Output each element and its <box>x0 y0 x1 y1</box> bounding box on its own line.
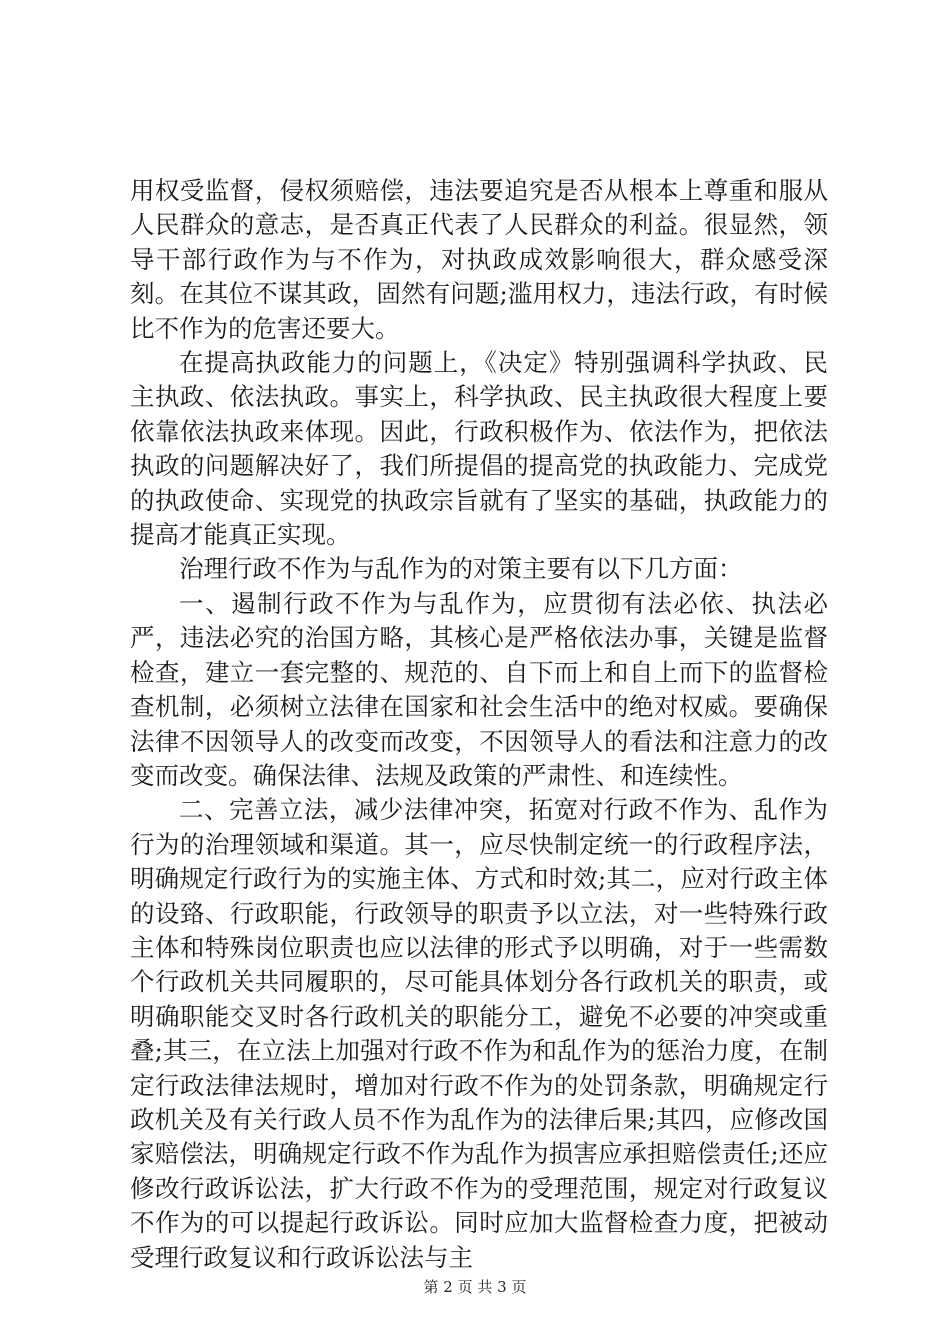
paragraph-1: 用权受监督，侵权须赔偿，违法要追究是否从根本上尊重和服从人民群众的意志，是否真正代表了人民群众的利益。很显然，领导干部行政作为与不作为，对执政成效影响很大，群众感受深刻。在其位不谋其政，固然有问题;滥用权力，违法行政，有时候比不作为的危害还要大。 <box>130 176 828 343</box>
paragraph-2: 在提高执政能力的问题上，《决定》特别强调科学执政、民主执政、依法执政。事实上，科学执政、民主执政很大程度上要依靠依法执政来体现。因此，行政积极作为、依法作为，把依法执政的问题解决好了，我们所提倡的提高党的执政能力、完成党的执政使命、实现党的执政宗旨就有了坚实的基础，执政能力的提高才能真正实现。 <box>130 348 828 550</box>
paragraph-3: 治理行政不作为与乱作为的对策主要有以下几方面： <box>179 554 743 584</box>
paragraph-4: 一、遏制行政不作为与乱作为，应贯彻有法必依、执法必严，违法必究的治国方略，其核心是严格依法办事，关键是监督检查，建立一套完整的、规范的、自下而上和自上而下的监督检查机制，必须树立法律在国家和社会生活中的绝对权威。要确保法律不因领导人的改变而改变，不因领导人的看法和注意力的改变而改变。确保法律、法规及政策的严肃性、和连续性。 <box>130 588 828 790</box>
document-body <box>130 174 828 1275</box>
paragraph-5: 二、完善立法，减少法律冲突，拓宽对行政不作为、乱作为行为的治理领域和渠道。其一，应尽快制定统一的行政程序法，明确规定行政行为的实施主体、方式和时效;其二，应对行政主体的设臵、行政职能，行政领导的职责予以立法，对一些特殊行政主体和特殊岗位职责也应以法律的形式予以明确，对于一些需数个行政机关共同履职的，尽可能具体划分各行政机关的职责，或明确职能交叉时各行政机关的职能分工，避免不必要的冲突或重叠;其三，在立法上加强对行政不作为和乱作为的惩治力度，在制定行政法律法规时，增加对行政不作为的处罚条款，明确规定行政机关及有关行政人员不作为乱作为的法律后果;其四，应修改国家赔偿法，明确规定行政不作为乱作为损害应承担赔偿责任;还应修改行政诉讼法，扩大行政不作为的受理范围，规定对行政复议不作为的可以提起行政诉讼。同时应加大监督检查力度，把被动受理行政复议和行政诉讼法与主 <box>130 795 828 1272</box>
page-number-footer: 第 2 页 共 3 页 <box>423 1278 527 1296</box>
